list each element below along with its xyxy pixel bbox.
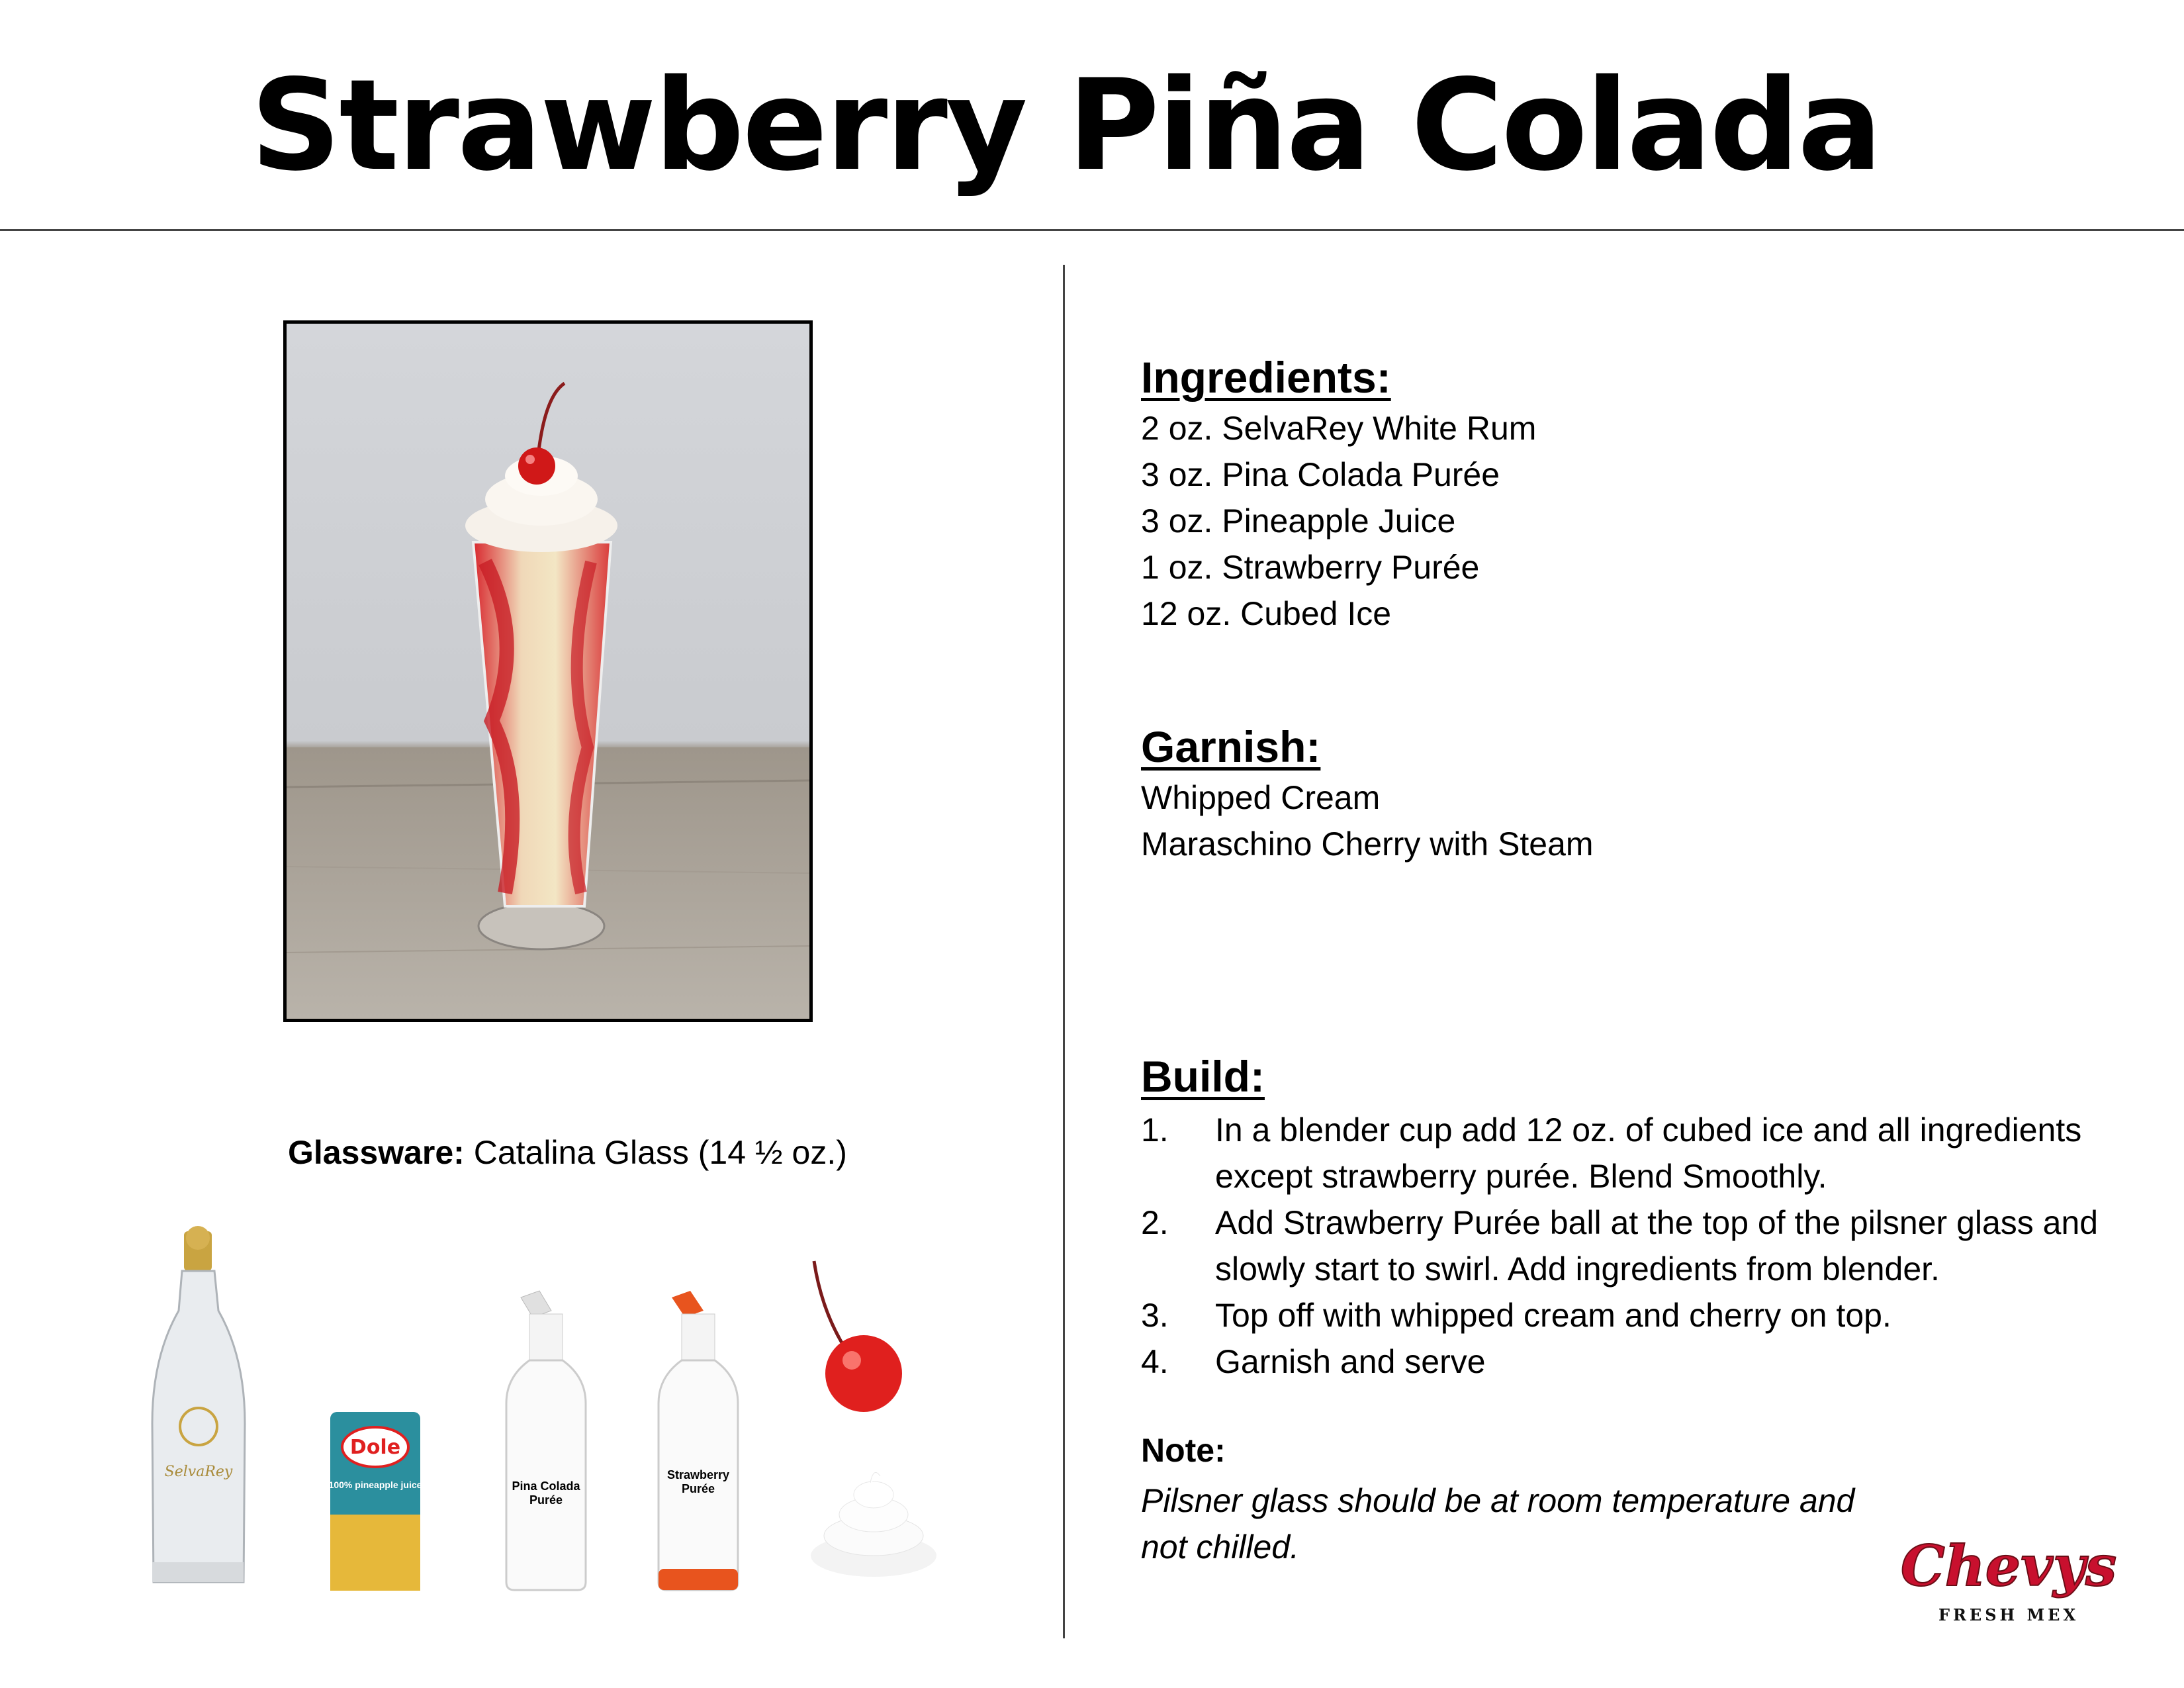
strawberry-bottle-shape — [652, 1291, 745, 1592]
ingredients-list — [1141, 405, 1536, 637]
step-text: Garnish and serve — [1215, 1343, 1486, 1380]
logo-tagline: FRESH MEX — [1938, 1605, 2079, 1624]
pina-colada-puree-bottle — [500, 1291, 592, 1592]
garnish-heading: Garnish: — [1141, 722, 1321, 771]
note-text: Pilsner glass should be at room temperature and not chilled. — [1141, 1482, 1855, 1566]
glassware-label: Glassware: — [288, 1134, 465, 1171]
dole-label: 100% pineapple juice — [328, 1479, 422, 1490]
step-number: 1. — [1141, 1111, 1169, 1149]
drink-illustration — [287, 324, 809, 1019]
page-title: Strawberry Piña Colada — [250, 52, 1881, 199]
step-text: Add Strawberry Purée ball at the top of the pilsner glass and slowly start to swirl. Add ingredients from blender. — [1215, 1204, 2099, 1288]
ingredient-item: 3 oz. Pineapple Juice — [1141, 502, 1456, 539]
step-number: 3. — [1141, 1297, 1169, 1334]
build-step — [1141, 1338, 2134, 1385]
step-number: 2. — [1141, 1204, 1169, 1241]
build-steps — [1141, 1107, 2134, 1385]
ingredient-item: 1 oz. Strawberry Purée — [1141, 549, 1480, 586]
chevys-logo — [1900, 1523, 2117, 1628]
rum-bottle-label: SelvaRey — [164, 1464, 233, 1480]
note-heading: Note: — [1141, 1432, 1226, 1469]
ingredient-item: 3 oz. Pina Colada Purée — [1141, 456, 1500, 493]
glassware-value: Catalina Glass (14 ½ oz.) — [473, 1134, 847, 1171]
step-number: 4. — [1141, 1343, 1169, 1380]
build-step — [1141, 1199, 2134, 1292]
ingredient-item: 12 oz. Cubed Ice — [1141, 595, 1392, 632]
cherry-image — [797, 1248, 930, 1427]
build-step — [1141, 1292, 2134, 1338]
strawberry-bottle-label: Strawberry Purée — [666, 1468, 730, 1495]
pina-colada-bottle-label: Pina Colada Purée — [512, 1479, 580, 1507]
garnish-item: Maraschino Cherry with Steam — [1141, 825, 1594, 863]
rum-bottle-image — [146, 1225, 251, 1595]
build-step — [1141, 1107, 2134, 1199]
pina-colada-bottle-shape — [500, 1291, 592, 1592]
step-text: Top off with whipped cream and cherry on top. — [1215, 1297, 1891, 1334]
column-divider — [1063, 265, 1065, 1638]
dole-brand: Dole — [349, 1436, 401, 1459]
pineapple-juice-can-image — [329, 1409, 422, 1594]
step-text: In a blender cup add 12 oz. of cubed ice and all ingredients except strawberry purée. Blend Smoothly. — [1215, 1111, 2082, 1195]
title-divider — [0, 229, 2184, 231]
strawberry-puree-bottle — [652, 1291, 745, 1592]
whipped-cream-image — [807, 1456, 940, 1582]
garnish-list — [1141, 774, 1594, 867]
ingredient-item: 2 oz. SelvaRey White Rum — [1141, 410, 1537, 447]
build-heading: Build: — [1141, 1052, 1265, 1101]
garnish-item: Whipped Cream — [1141, 779, 1381, 816]
drink-photo — [283, 320, 813, 1022]
ingredients-heading: Ingredients: — [1141, 353, 1391, 402]
logo-brand: Chevys — [1900, 1533, 2117, 1599]
glassware-line — [288, 1133, 847, 1172]
